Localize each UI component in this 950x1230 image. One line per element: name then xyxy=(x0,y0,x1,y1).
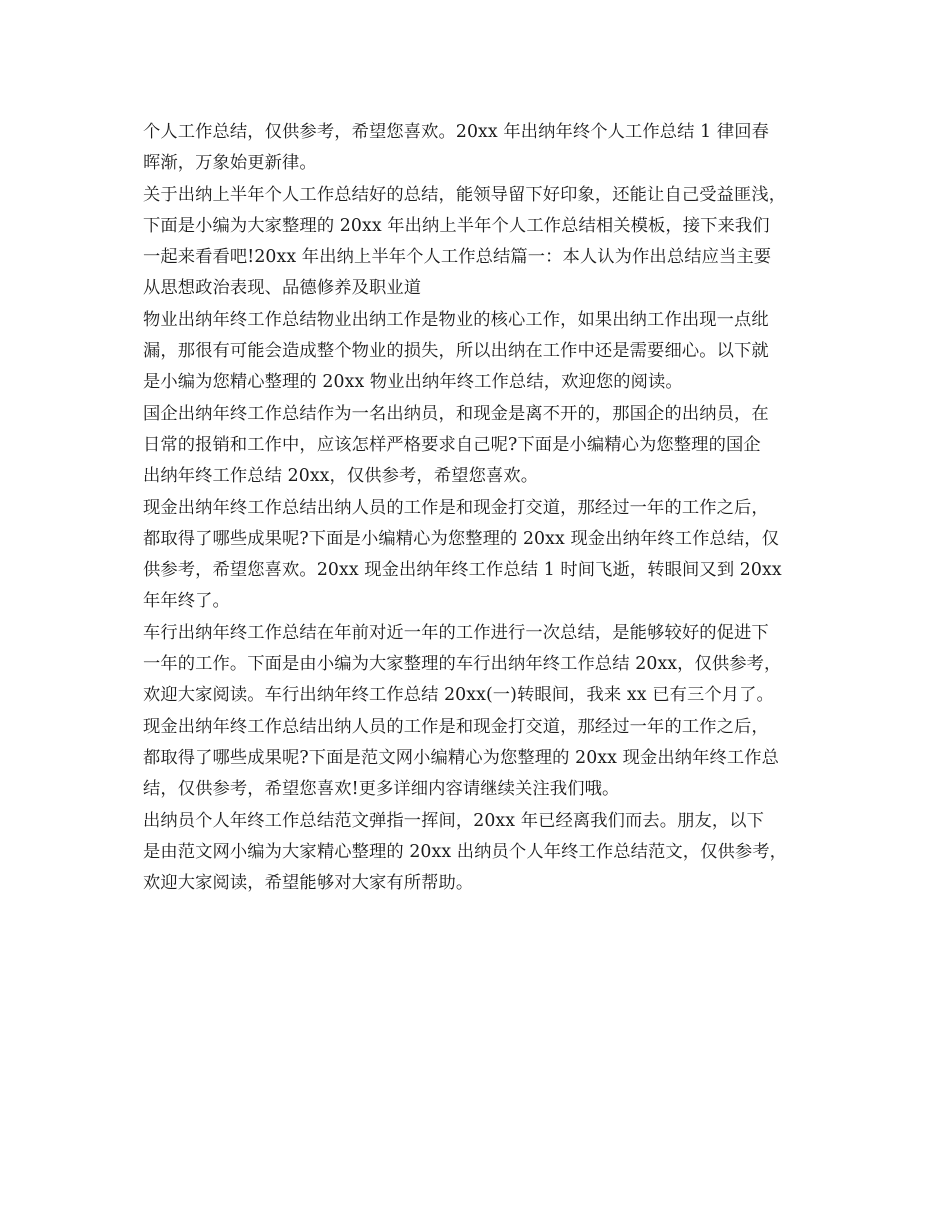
text-line: 一年的工作。下面是由小编为大家整理的车行出纳年终工作总结 20xx，仅供参考， xyxy=(143,654,782,675)
text-line: 现金出纳年终工作总结出纳人员的工作是和现金打交道，那经过一年的工作之后， xyxy=(143,716,769,737)
text-line: 年年终了。 xyxy=(143,591,230,612)
text-line: 车行出纳年终工作总结在年前对近一年的工作进行一次总结，是能够较好的促进下 xyxy=(143,622,769,643)
text-line: 个人工作总结，仅供参考，希望您喜欢。20xx 年出纳年终个人工作总结 1 律回春 xyxy=(143,122,769,142)
text-line: 现金出纳年终工作总结出纳人员的工作是和现金打交道，那经过一年的工作之后， xyxy=(143,497,769,518)
document-body xyxy=(143,117,833,899)
text-line: 欢迎大家阅读，希望能够对大家有所帮助。 xyxy=(143,873,474,894)
text-line: 都取得了哪些成果呢?下面是范文网小编精心为您整理的 20xx 现金出纳年终工作总 xyxy=(143,747,780,768)
text-line: 晖渐，万象始更新律。 xyxy=(143,153,317,174)
text-line: 出纳年终工作总结 20xx，仅供参考，希望您喜欢。 xyxy=(143,466,539,487)
text-line: 漏，那很有可能会造成整个物业的损失，所以出纳在工作中还是需要细心。以下就 xyxy=(143,341,769,362)
text-line: 关于出纳上半年个人工作总结好的总结，能领导留下好印象，还能让自己受益匪浅， xyxy=(143,184,787,205)
text-line: 日常的报销和工作中，应该怎样严格要求自己呢?下面是小编精心为您整理的国企 xyxy=(143,434,761,455)
text-line: 一起来看看吧!20xx 年出纳上半年个人工作总结篇一：本人认为作出总结应当主要 xyxy=(143,247,772,268)
text-line: 国企出纳年终工作总结作为一名出纳员，和现金是离不开的，那国企的出纳员，在 xyxy=(143,403,769,424)
text-line: 下面是小编为大家整理的 20xx 年出纳上半年个人工作总结相关模板，接下来我们 xyxy=(143,215,770,236)
text-line: 从思想政治表现、品德修养及职业道 xyxy=(143,278,422,299)
text-line: 出纳员个人年终工作总结范文弹指一挥间，20xx 年已经离我们而去。朋友，以下 xyxy=(143,810,765,831)
text-line: 物业出纳年终工作总结物业出纳工作是物业的核心工作，如果出纳工作出现一点纰 xyxy=(143,309,769,330)
text-line: 欢迎大家阅读。车行出纳年终工作总结 20xx(一)转眼间，我来 xx 已有三个月了。 xyxy=(143,685,774,706)
text-line: 结，仅供参考，希望您喜欢!更多详细内容请继续关注我们哦。 xyxy=(143,779,620,800)
text-line: 供参考，希望您喜欢。20xx 现金出纳年终工作总结 1 时间飞逝，转眼间又到 20xx xyxy=(143,560,782,581)
text-line: 是小编为您精心整理的 20xx 物业出纳年终工作总结，欢迎您的阅读。 xyxy=(143,372,683,393)
text-line: 是由范文网小编为大家精心整理的 20xx 出纳员个人年终工作总结范文，仅供参考， xyxy=(143,841,788,862)
text-line: 都取得了哪些成果呢?下面是小编精心为您整理的 20xx 现金出纳年终工作总结，仅 xyxy=(143,528,780,549)
